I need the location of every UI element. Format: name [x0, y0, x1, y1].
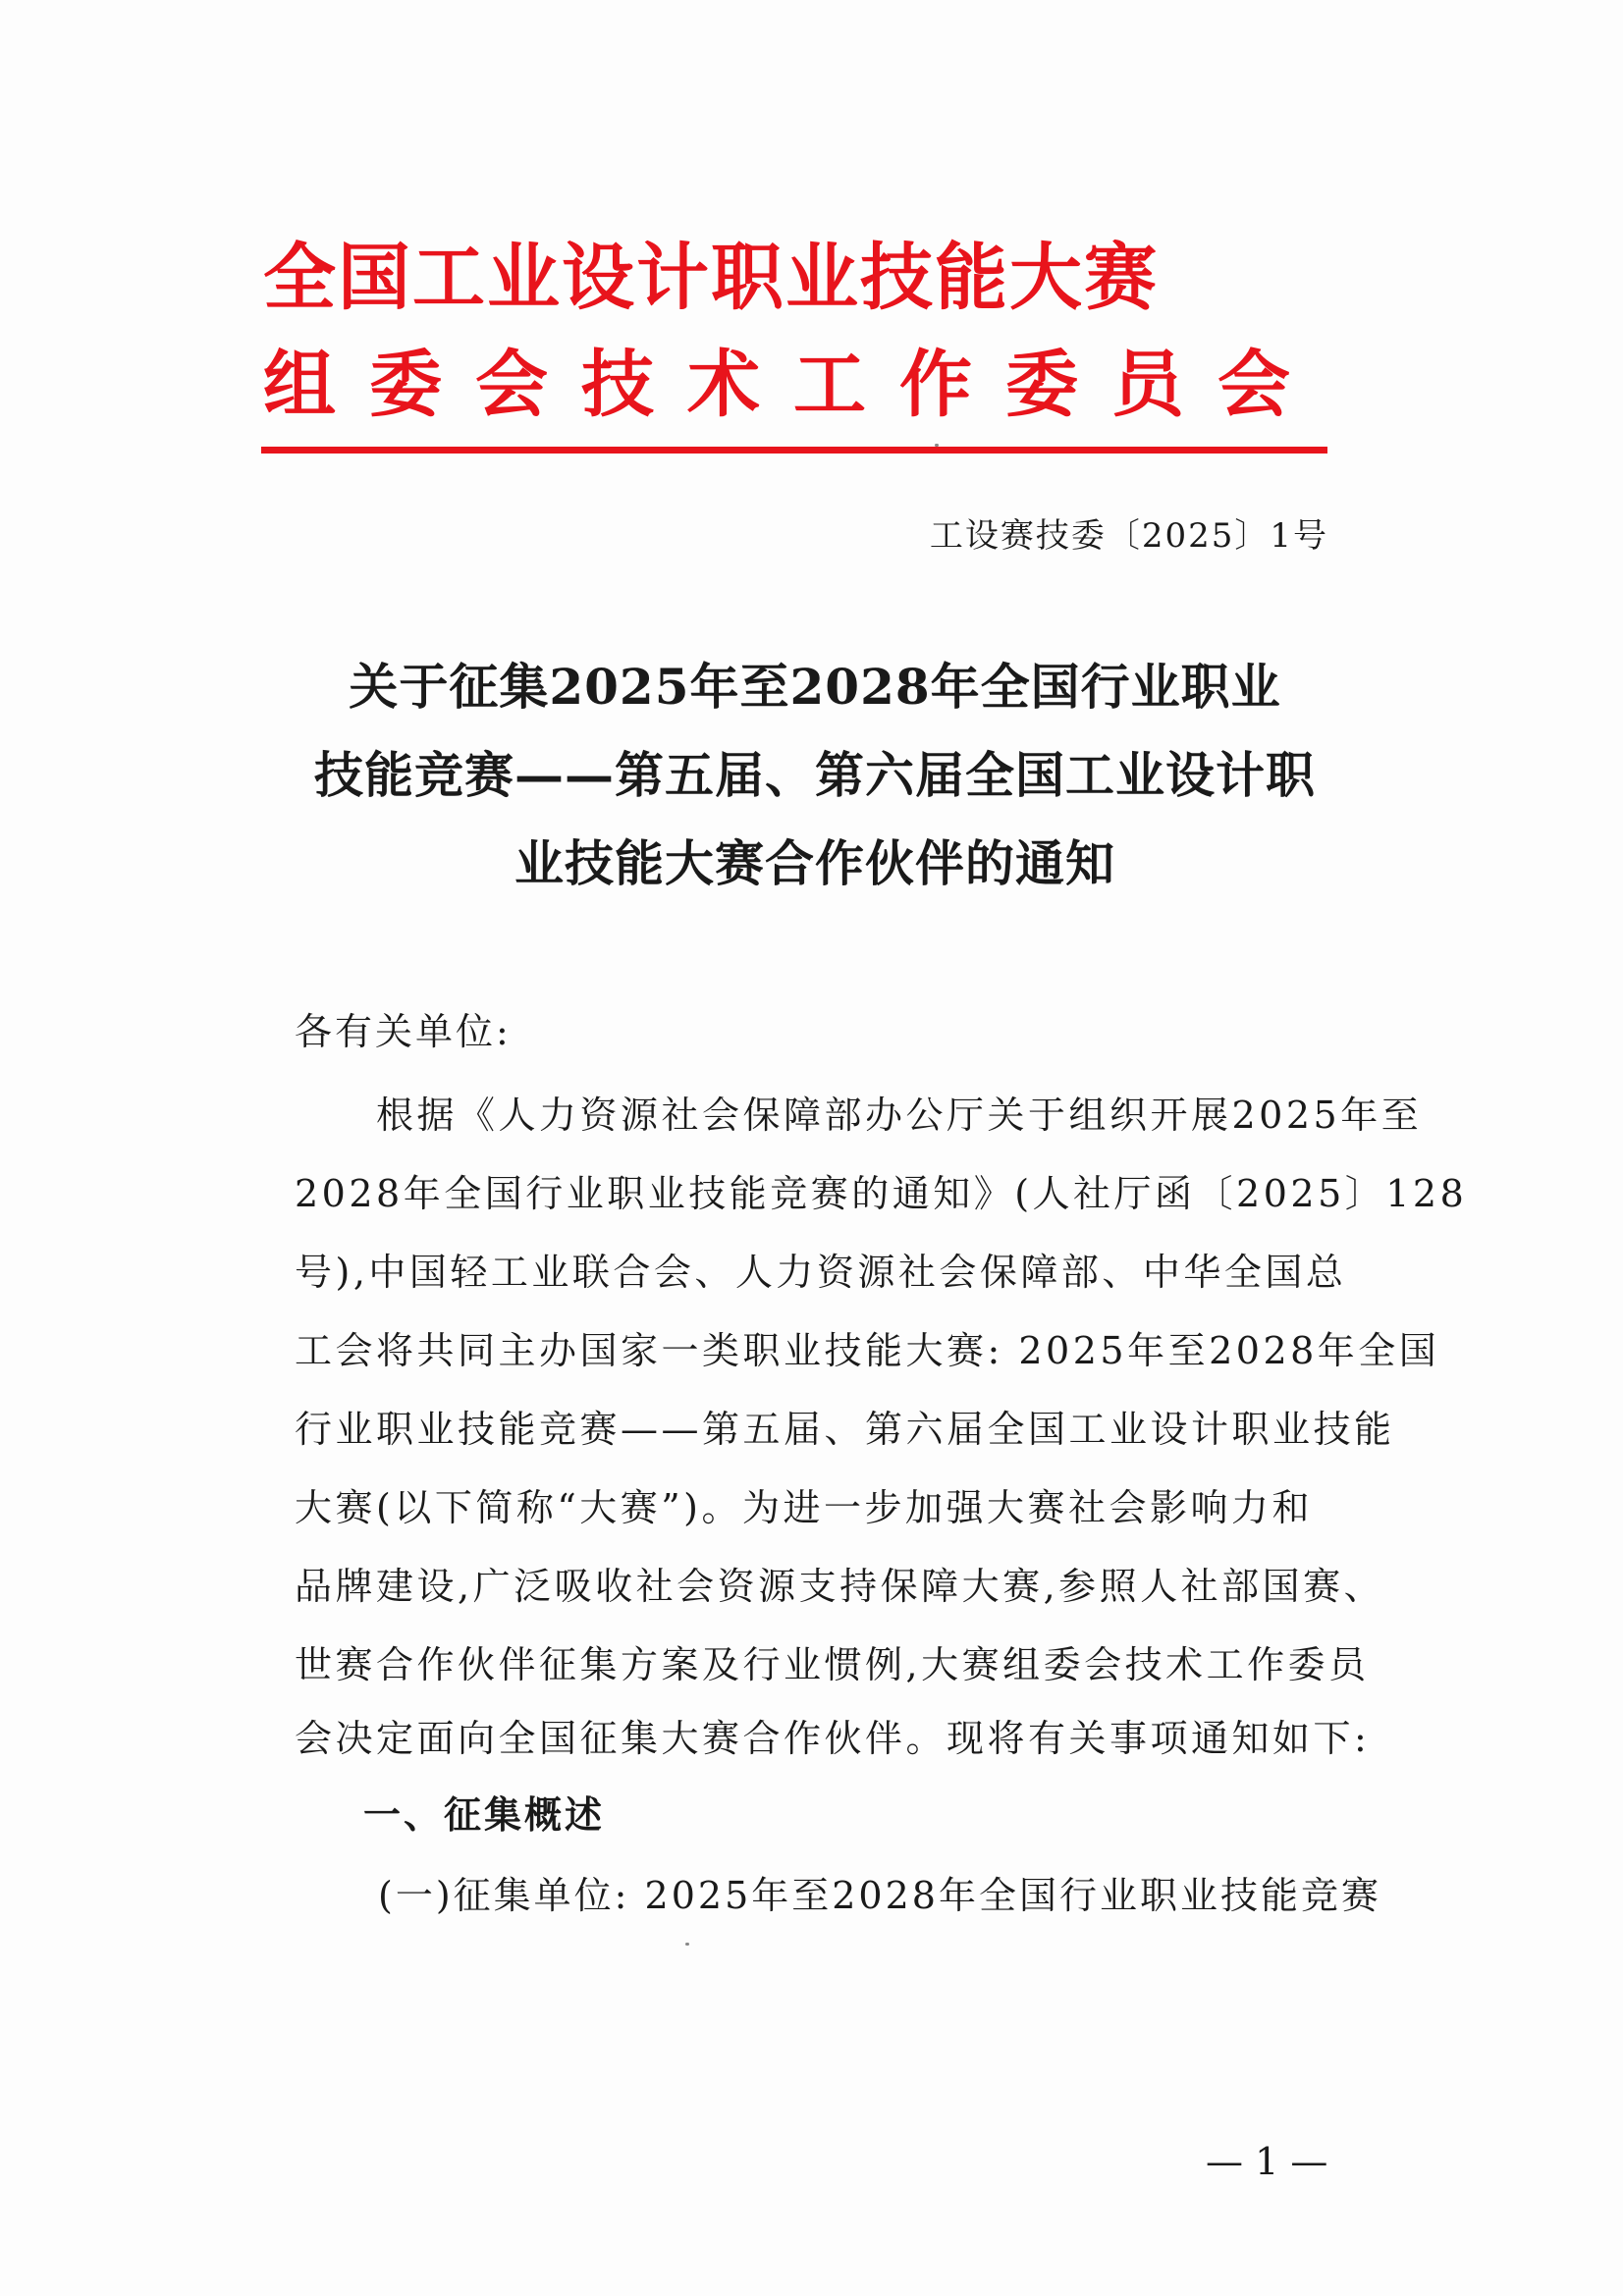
scan-speck [935, 444, 939, 447]
notice-title-line-3: 业技能大赛合作伙伴的通知 [514, 834, 1115, 892]
section-heading: 一、征集概述 [363, 1793, 606, 1837]
paragraph-line: 大赛(以下简称“大赛”)。为进一步加强大赛社会影响力和 [295, 1486, 1314, 1529]
scan-speck [685, 1943, 689, 1946]
document-number: 工设赛技委〔2025〕1号 [929, 516, 1328, 556]
paragraph-line: 工会将共同主办国家一类职业技能大赛: 2025年至2028年全国 [295, 1329, 1440, 1372]
notice-title-line-2: 技能竞赛——第五届、第六届全国工业设计职 [314, 746, 1316, 804]
notice-title-line-1: 关于征集2025年至2028年全国行业职业 [349, 658, 1281, 716]
paragraph-line: 行业职业技能竞赛——第五届、第六届全国工业设计职业技能 [295, 1408, 1395, 1451]
paragraph-line: 2028年全国行业职业技能竞赛的通知》(人社厅函〔2025〕128 [295, 1172, 1468, 1215]
salutation: 各有关单位: [295, 1010, 512, 1053]
paragraph-line: 根据《人力资源社会保障部办公厅关于组织开展2025年至 [295, 1094, 1423, 1137]
letterhead-line-1: 全国工业设计职业技能大赛 [263, 236, 1159, 320]
letterhead-line-2: 组委会技术工作委员会 [263, 343, 1324, 427]
paragraph-line: 世赛合作伙伴征集方案及行业惯例,大赛组委会技术工作委员 [295, 1643, 1370, 1686]
page-number: — 1 — [1206, 2140, 1328, 2183]
letterhead-red-rule [261, 447, 1327, 454]
sub-item: (一)征集单位: 2025年至2028年全国行业职业技能竞赛 [378, 1874, 1381, 1917]
paragraph-line: 品牌建设,广泛吸收社会资源支持保障大赛,参照人社部国赛、 [295, 1565, 1385, 1608]
paragraph-line: 号),中国轻工业联合会、人力资源社会保障部、中华全国总 [295, 1251, 1347, 1294]
notice-title [275, 643, 1355, 908]
paragraph-line: 会决定面向全国征集大赛合作伙伴。现将有关事项通知如下: [295, 1717, 1371, 1760]
